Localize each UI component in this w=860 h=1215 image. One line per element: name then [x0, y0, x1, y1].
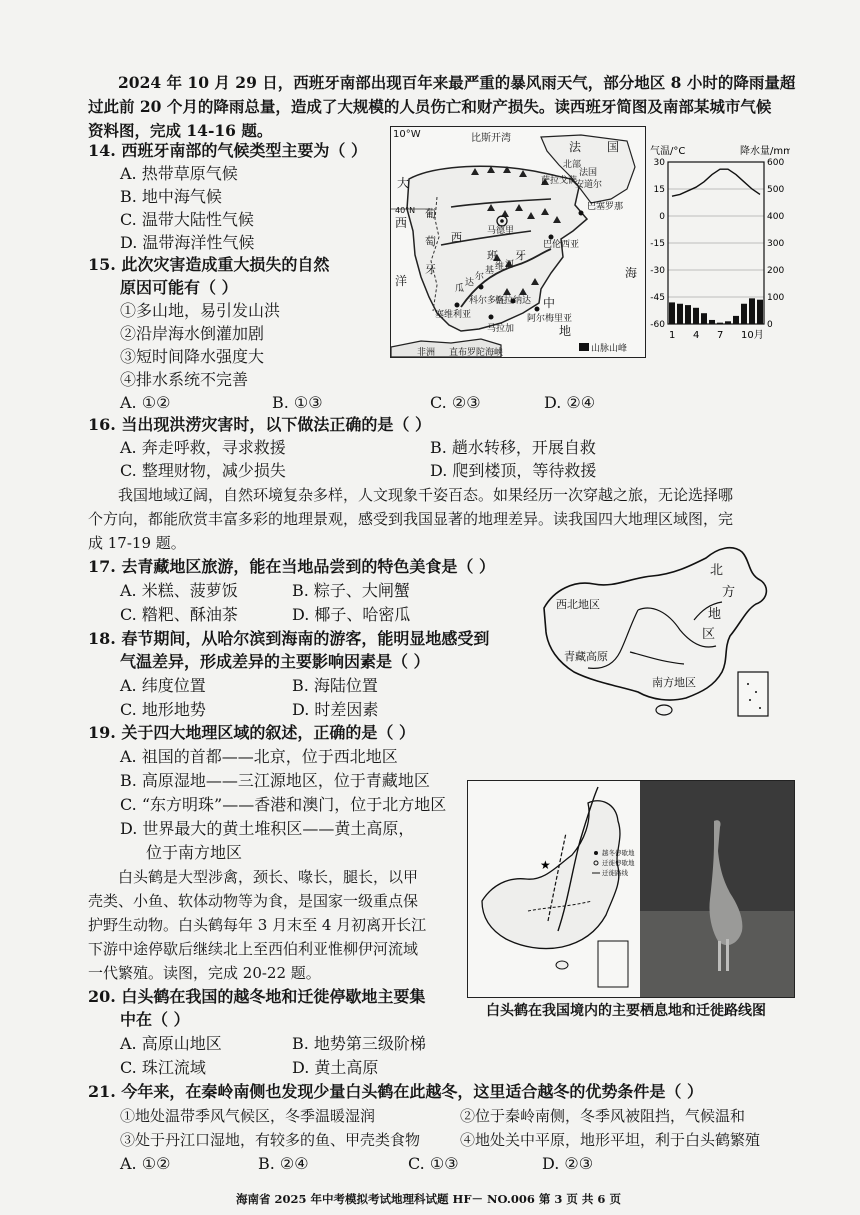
- left-axis-title: 气温/°C: [650, 146, 686, 157]
- map-label: 达: [465, 278, 475, 288]
- q17-option-c[interactable]: C. 糌粑、酥油茶: [120, 605, 238, 624]
- temperature-curve: [672, 169, 760, 196]
- q19-option-a[interactable]: A. 祖国的首都——北京，位于西北地区: [120, 747, 398, 766]
- precipitation-bar: [693, 308, 699, 324]
- map-label: 洋: [395, 274, 408, 288]
- x-tick-label: 7: [717, 330, 724, 341]
- map-label: 葡: [425, 207, 436, 220]
- region-label: 北: [710, 563, 724, 578]
- left-tick-label: -60: [650, 320, 665, 330]
- question-15-stem-line-1: 15. 此次灾害造成重大损失的自然: [88, 255, 330, 274]
- precipitation-bar: [669, 302, 675, 324]
- map-label: 大: [397, 176, 410, 190]
- q20-option-c[interactable]: C. 珠江流域: [120, 1058, 206, 1077]
- precipitation-bar: [749, 298, 755, 324]
- left-tick-label: 0: [659, 212, 665, 222]
- map-label: 尔: [475, 272, 485, 282]
- map-label: 法: [569, 140, 582, 154]
- q21-option-c[interactable]: C. ①③: [408, 1154, 459, 1173]
- right-tick-label: 200: [767, 266, 785, 276]
- question-21-stem: 21. 今年来，在秦岭南侧也发现少量白头鹤在此越冬，这里适合越冬的优势条件是（ ）: [88, 1082, 703, 1101]
- map-label: 牙: [515, 249, 526, 262]
- intro-paragraph-1-line-2: 过此前 20 个月的降雨总量，造成了大规模的人员伤亡和财产损失。读西班牙简图及南部某城市气候: [88, 97, 772, 116]
- intro-paragraph-3-line-4: 下游中途停歇后继续北上至西伯利亚惟柳伊河流域: [88, 940, 419, 958]
- map-label: 马德里: [487, 226, 515, 236]
- q18-option-b[interactable]: B. 海陆位置: [292, 676, 378, 695]
- legend-label: 迁徙停歇地: [602, 859, 635, 867]
- map-label: 40°N: [395, 206, 416, 215]
- map-label: 西: [451, 231, 462, 244]
- q18-option-d[interactable]: D. 时差因素: [292, 700, 379, 719]
- left-tick-label: -30: [650, 266, 665, 276]
- right-tick-label: 100: [767, 293, 785, 303]
- spain-map: [390, 126, 646, 358]
- precipitation-bar: [717, 323, 723, 324]
- map-label: 安道尔: [575, 180, 603, 190]
- map-label: 非洲: [417, 348, 436, 357]
- q15-option-d[interactable]: D. ②④: [544, 393, 596, 412]
- left-tick-label: 30: [653, 158, 665, 168]
- intro-paragraph-3-line-3: 护野生动物。白头鹤每年 3 月末至 4 月初离开长江: [88, 916, 427, 934]
- question-20-stem-line-1: 20. 白头鹤在我国的越冬地和迁徙停歇地主要集: [88, 987, 426, 1006]
- q15-item-2: ②沿岸海水倒灌加剧: [120, 324, 265, 343]
- q17-option-b[interactable]: B. 粽子、大闸蟹: [292, 581, 410, 600]
- x-tick-label: 4: [693, 330, 700, 341]
- q19-option-d[interactable]: D. 世界最大的黄土堆积区——黄土高原，: [120, 819, 415, 838]
- right-tick-label: 0: [767, 320, 773, 330]
- question-18-stem-line-1: 18. 春节期间，从哈尔滨到海南的游客，能明显地感受到: [88, 629, 490, 648]
- question-17-stem: 17. 去青藏地区旅游，能在当地品尝到的特色美食是（ ）: [88, 557, 495, 576]
- intro-paragraph-2-line-1: 我国地域辽阔，自然环境复杂多样，人文现象千姿百态。如果经历一次穿越之旅，无论选择哪: [118, 486, 734, 504]
- precipitation-bar: [685, 305, 691, 324]
- q17-option-d[interactable]: D. 椰子、哈密瓜: [292, 605, 411, 624]
- q16-option-a[interactable]: A. 奔走呼救，寻求救援: [120, 438, 286, 457]
- right-tick-label: 300: [767, 239, 785, 249]
- q19-option-c[interactable]: C. “东方明珠”——香港和澳门，位于北方地区: [120, 795, 447, 814]
- question-14-stem: 14. 西班牙南部的气候类型主要为（ ）: [88, 141, 367, 160]
- q21-option-b[interactable]: B. ②④: [258, 1154, 309, 1173]
- map-label: 西: [395, 216, 408, 230]
- map-label: 地: [559, 324, 572, 338]
- map-label: 维: [495, 262, 505, 272]
- q14-option-c[interactable]: C. 温带大陆性气候: [120, 210, 254, 229]
- map-label: 基: [485, 266, 495, 276]
- precipitation-bar: [733, 316, 739, 324]
- legend-label: 山脉山峰: [591, 344, 628, 354]
- map-label: 班: [487, 249, 498, 262]
- legend-label: 迁徙路线: [602, 869, 628, 877]
- intro-paragraph-1-line-3: 资料图，完成 14-16 题。: [88, 121, 273, 140]
- intro-paragraph-2-line-2: 个方向，都能欣赏丰富多彩的地理景观，感受到我国显著的地理差异。读我国四大地理区域图，完: [88, 510, 734, 528]
- q21-item-4: ④地处关中平原，地形平坦，利于白头鹤繁殖: [460, 1131, 761, 1149]
- region-label-south: 南方地区: [652, 676, 696, 689]
- q18-option-c[interactable]: C. 地形地势: [120, 700, 206, 719]
- q17-option-a[interactable]: A. 米糕、菠萝饭: [120, 581, 238, 600]
- intro-paragraph-3-line-1: 白头鹤是大型涉禽，颈长、喙长，腿长，以甲: [118, 868, 419, 886]
- china-regions-map: [534, 540, 782, 726]
- map-label: 10°W: [393, 129, 421, 140]
- q18-option-a[interactable]: A. 纬度位置: [120, 676, 206, 695]
- region-label-qingzang: 青藏高原: [564, 650, 608, 663]
- q16-option-b[interactable]: B. 趟水转移，开展自救: [430, 438, 596, 457]
- right-tick-label: 600: [767, 158, 785, 168]
- q15-option-c[interactable]: C. ②③: [430, 393, 481, 412]
- map-label: 北部: [563, 160, 582, 170]
- question-20-stem-line-2: 中在（ ）: [120, 1010, 190, 1029]
- star-icon: ★: [540, 858, 551, 872]
- right-tick-label: 400: [767, 212, 785, 222]
- q16-option-c[interactable]: C. 整理财物，减少损失: [120, 461, 286, 480]
- precipitation-bar: [701, 313, 707, 324]
- region-label: 方: [722, 585, 736, 600]
- map-label: 海: [625, 266, 638, 280]
- map-label: 中: [543, 296, 556, 310]
- q21-option-d[interactable]: D. ②③: [542, 1154, 594, 1173]
- precipitation-bar: [757, 300, 763, 324]
- q15-item-4: ④排水系统不完善: [120, 370, 249, 389]
- q19-option-d-continued: 位于南方地区: [146, 843, 243, 862]
- map-label: 马拉加: [487, 324, 515, 334]
- map-label: 国: [607, 140, 620, 154]
- intro-paragraph-1-line-1: 2024 年 10 月 29 日，西班牙南部出现百年来最严重的暴风雨天气，部分地区 8 小时的降雨量超: [118, 73, 796, 92]
- climate-chart: [646, 140, 790, 352]
- right-tick-label: 500: [767, 185, 785, 195]
- q15-item-1: ①多山地，易引发山洪: [120, 301, 281, 320]
- question-15-stem-line-2: 原因可能有（ ）: [120, 278, 238, 297]
- map-label: 巴塞罗那: [587, 202, 624, 212]
- question-16-stem: 16. 当出现洪涝灾害时，以下做法正确的是（ ）: [88, 415, 431, 434]
- precipitation-bar: [677, 304, 683, 324]
- q14-option-d[interactable]: D. 温带海洋性气候: [120, 233, 255, 252]
- precipitation-bar: [741, 304, 747, 324]
- region-label-northwest: 西北地区: [556, 598, 600, 611]
- x-tick-label: 10月: [741, 330, 764, 341]
- question-18-stem-line-2: 气温差异，形成差异的主要影响因素是（ ）: [120, 652, 430, 671]
- region-label: 区: [702, 627, 716, 642]
- map-label: 河: [505, 260, 515, 270]
- question-19-stem: 19. 关于四大地理区域的叙述，正确的是（ ）: [88, 723, 415, 742]
- legend-label: 越冬停歇地: [602, 849, 635, 857]
- map-label: 比斯开湾: [471, 133, 511, 144]
- q21-item-3: ③处于丹江口湿地，有较多的鱼、甲壳类食物: [120, 1131, 421, 1149]
- x-tick-label: 1: [669, 330, 676, 341]
- q20-option-b[interactable]: B. 地势第三级阶梯: [292, 1034, 426, 1053]
- map-label: 格拉纳达: [495, 296, 532, 306]
- q14-option-a[interactable]: A. 热带草原气候: [120, 164, 238, 183]
- q15-option-b[interactable]: B. ①③: [272, 393, 323, 412]
- intro-paragraph-2-line-3: 成 17-19 题。: [88, 534, 186, 552]
- q14-option-b[interactable]: B. 地中海气候: [120, 187, 222, 206]
- map-label: 萄: [425, 235, 436, 248]
- intro-paragraph-3-line-2: 壳类、小鱼、软体动物等为食，是国家一级重点保: [88, 892, 419, 910]
- left-tick-label: 15: [653, 185, 665, 195]
- map-label: 瓜: [455, 284, 465, 294]
- q16-option-d[interactable]: D. 爬到楼顶，等待救援: [430, 461, 597, 480]
- right-axis-title: 降水量/mm: [740, 146, 790, 157]
- region-label: 地: [708, 607, 722, 622]
- left-tick-label: -45: [650, 293, 665, 303]
- q15-option-a[interactable]: A. ①②: [120, 393, 171, 412]
- map-label: 塞维利亚: [435, 310, 472, 320]
- q21-option-a[interactable]: A. ①②: [120, 1154, 171, 1173]
- q15-item-3: ③短时间降水强度大: [120, 347, 265, 366]
- left-tick-label: -15: [650, 239, 665, 249]
- map-label: 阿尔梅里亚: [527, 314, 573, 324]
- crane-figure-caption: 白头鹤在我国境内的主要栖息地和迁徙路线图: [486, 1003, 766, 1019]
- map-label: 法国: [579, 168, 598, 178]
- map-label: 牙: [425, 263, 436, 276]
- precipitation-bar: [725, 321, 731, 324]
- map-label: 巴伦西亚: [543, 240, 580, 250]
- precipitation-bar: [709, 320, 715, 324]
- q21-item-1: ①地处温带季风气候区，冬季温暖湿润: [120, 1107, 376, 1125]
- q19-option-b[interactable]: B. 高原湿地——三江源地区，位于青藏地区: [120, 771, 430, 790]
- map-label: 科尔多瓦: [469, 296, 506, 306]
- map-label: 直布罗陀海峡: [449, 348, 504, 357]
- q21-item-2: ②位于秦岭南侧，冬季风被阻挡，气候温和: [460, 1107, 746, 1125]
- page-footer: 海南省 2025 年中考模拟考试地理科试题 HF－ NO.006 第 3 页 共 6 页: [236, 1192, 621, 1206]
- intro-paragraph-3-line-5: 一代繁殖。读图，完成 20-22 题。: [88, 964, 321, 982]
- q20-option-a[interactable]: A. 高原山地区: [120, 1034, 222, 1053]
- map-label: 萨拉戈萨: [541, 176, 578, 186]
- q20-option-d[interactable]: D. 黄土高原: [292, 1058, 379, 1077]
- crane-migration-figure: [467, 780, 795, 998]
